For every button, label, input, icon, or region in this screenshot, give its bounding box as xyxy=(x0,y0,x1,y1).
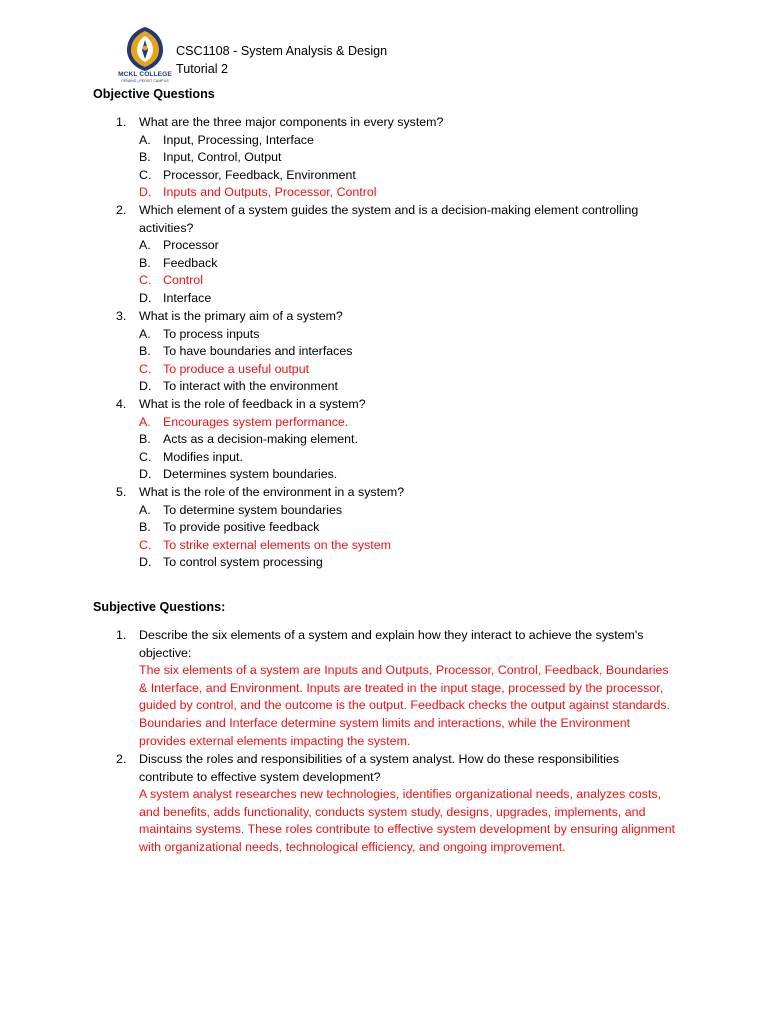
option-b xyxy=(139,343,676,361)
college-logo xyxy=(117,26,173,86)
option-text: To strike external elements on the system xyxy=(163,537,391,552)
question-text: Discuss the roles and responsibilities of a system analyst. How do these responsibilities contribute to effective system development? xyxy=(139,752,620,784)
objective-question-4 xyxy=(116,396,676,484)
option-d-correct-answer xyxy=(139,184,676,202)
subjective-section-title: Subjective Questions: xyxy=(93,600,226,614)
option-text: To interact with the environment xyxy=(163,379,338,394)
answer-text: A system analyst researches new technologies, identifies organizational needs, analyzes costs, and benefits, adds functionality, conducts system study, designs, upgrades, implements, and maintains systems. These roles contribute to effective system development by ensuring alignment with organizational needs, technological efficiency, and ongoing improvement. xyxy=(139,787,676,854)
option-letter: B. xyxy=(139,255,151,270)
objective-question-1 xyxy=(116,114,676,202)
option-letter: A. xyxy=(139,132,151,147)
question-text: Describe the six elements of a system and explain how they interact to achieve the system's objective: xyxy=(139,628,644,660)
question-number: 2. xyxy=(116,203,127,217)
logo-name: MCKL COLLEGE xyxy=(118,71,172,78)
option-d xyxy=(139,554,676,572)
question-number: 1. xyxy=(116,115,127,129)
option-d xyxy=(139,290,676,308)
option-c xyxy=(139,167,676,185)
option-letter: C. xyxy=(139,537,152,552)
objective-section-title: Objective Questions xyxy=(93,87,215,101)
option-letter: B. xyxy=(139,432,151,447)
option-letter: C. xyxy=(139,273,152,288)
option-letter: A. xyxy=(139,414,151,429)
option-text: Interface xyxy=(163,290,212,305)
question-number: 5. xyxy=(116,485,127,499)
objective-question-2 xyxy=(116,202,676,308)
question-text: Which element of a system guides the system and is a decision-making element controlling activities? xyxy=(139,203,639,235)
option-letter: D. xyxy=(139,555,152,570)
subjective-question-1 xyxy=(116,627,676,750)
logo-tagline: PENANG | PERSIT CAMPUS xyxy=(121,79,169,83)
question-number: 1. xyxy=(116,628,127,642)
option-letter: C. xyxy=(139,361,152,376)
subjective-question-2 xyxy=(116,751,676,857)
option-text: Feedback xyxy=(163,255,218,270)
option-text: Acts as a decision-making element. xyxy=(163,432,358,447)
option-letter: C. xyxy=(139,167,152,182)
option-text: Processor, Feedback, Environment xyxy=(163,167,356,182)
option-b xyxy=(139,519,676,537)
option-text: Control xyxy=(163,273,203,288)
course-title: CSC1108 - System Analysis & Design xyxy=(176,44,388,58)
option-a xyxy=(139,132,676,150)
option-d xyxy=(139,378,676,396)
option-letter: A. xyxy=(139,326,151,341)
option-letter: D. xyxy=(139,290,152,305)
option-a xyxy=(139,237,676,255)
option-letter: D. xyxy=(139,467,152,482)
option-text: Modifies input. xyxy=(163,449,243,464)
option-letter: B. xyxy=(139,344,151,359)
objective-question-3 xyxy=(116,308,676,396)
option-letter: B. xyxy=(139,150,151,165)
question-text: What is the role of the environment in a system? xyxy=(139,485,405,499)
option-b xyxy=(139,431,676,449)
option-c xyxy=(139,449,676,467)
header-lines xyxy=(176,43,387,78)
option-text: To have boundaries and interfaces xyxy=(163,344,353,359)
question-text: What are the three major components in every system? xyxy=(139,115,444,129)
option-text: Determines system boundaries. xyxy=(163,467,338,482)
option-c-correct-answer xyxy=(139,272,676,290)
option-c-correct-answer xyxy=(139,537,676,555)
option-c-correct-answer xyxy=(139,361,676,379)
option-d xyxy=(139,466,676,484)
question-number: 2. xyxy=(116,752,127,766)
option-text: To produce a useful output xyxy=(163,361,310,376)
option-text: Input, Processing, Interface xyxy=(163,132,314,147)
answer-text: The six elements of a system are Inputs and Outputs, Processor, Control, Feedback, Boundaries & Interface, and Environment. Inputs are treated in the input stage, processed by the processor, guided by control, and the outcome is the output. Feedback checks the output against standards. Boundaries and Interface determine system limits and interactions, while the Environment provides external elements impacting the system. xyxy=(139,663,671,748)
question-text: What is the primary aim of a system? xyxy=(139,309,343,323)
option-a xyxy=(139,326,676,344)
option-letter: D. xyxy=(139,185,152,200)
question-number: 3. xyxy=(116,309,127,323)
option-text: To control system processing xyxy=(163,555,323,570)
option-letter: B. xyxy=(139,520,151,535)
option-a xyxy=(139,502,676,520)
option-text: To process inputs xyxy=(163,326,260,341)
option-text: Encourages system performance. xyxy=(163,414,349,429)
objective-question-5 xyxy=(116,484,676,572)
option-text: Inputs and Outputs, Processor, Control xyxy=(163,185,377,200)
question-number: 4. xyxy=(116,397,127,411)
option-text: To determine system boundaries xyxy=(163,502,343,517)
option-letter: D. xyxy=(139,379,152,394)
college-crest-icon xyxy=(117,26,173,72)
option-letter: A. xyxy=(139,502,151,517)
option-a-correct-answer xyxy=(139,414,676,432)
option-b xyxy=(139,255,676,273)
question-text: What is the role of feedback in a system? xyxy=(139,397,366,411)
option-letter: A. xyxy=(139,238,151,253)
option-text: To provide positive feedback xyxy=(163,520,320,535)
document-header xyxy=(117,26,537,86)
option-text: Input, Control, Output xyxy=(163,150,282,165)
tutorial-title: Tutorial 2 xyxy=(176,61,229,76)
option-letter: C. xyxy=(139,449,152,464)
option-b xyxy=(139,149,676,167)
option-text: Processor xyxy=(163,238,219,253)
